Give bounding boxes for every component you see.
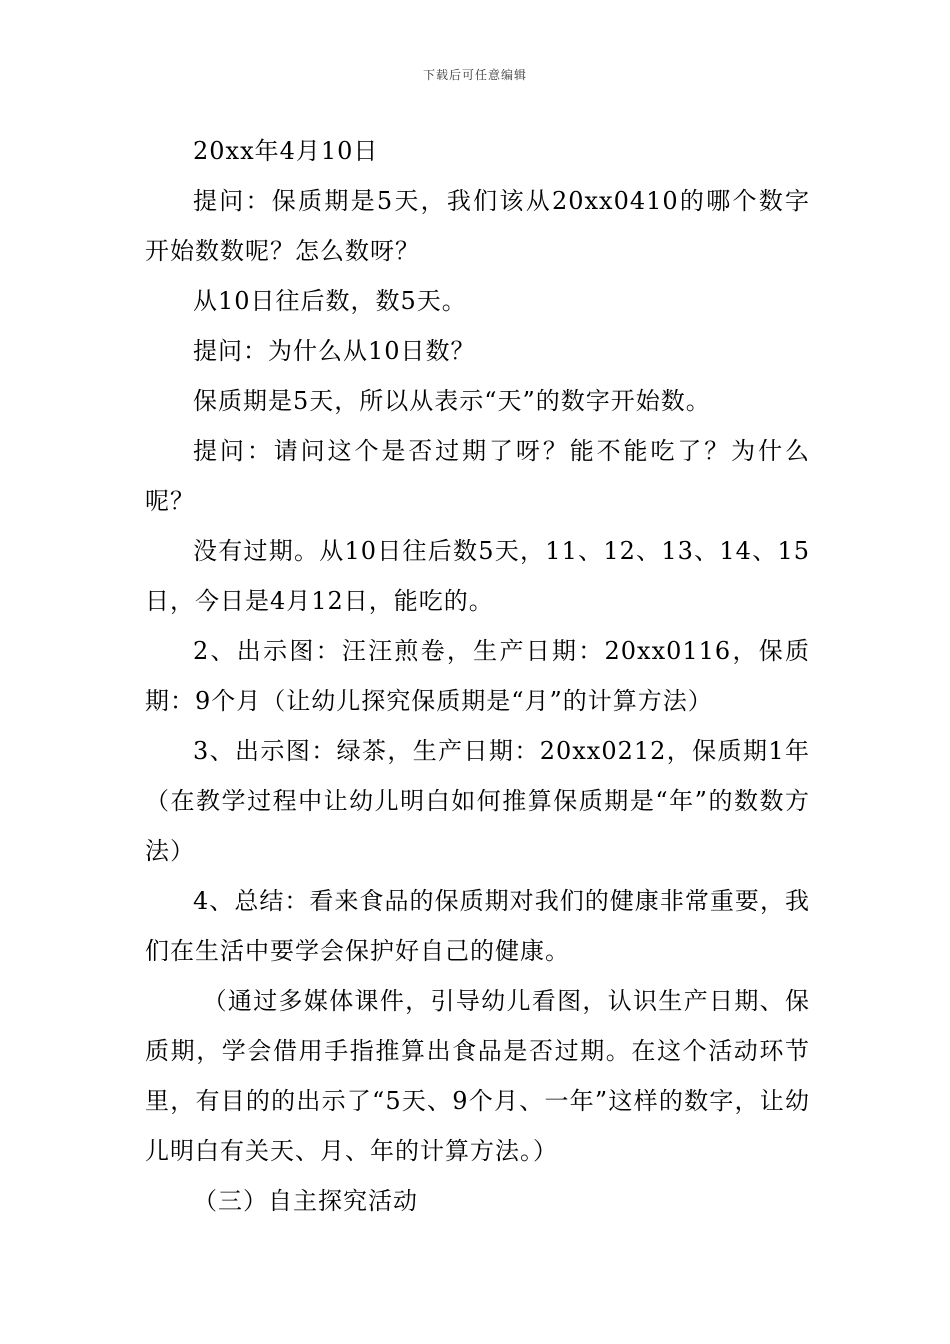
paragraph-item-3: 3、出示图：绿茶，生产日期：20xx0212，保质期1年（在教学过程中让幼儿明白如何推算保质期是“年”的数数方法） [145, 737, 810, 865]
paragraph-question-count: 提问：保质期是5天，我们该从20xx0410的哪个数字开始数数呢？怎么数呀？ [145, 187, 810, 265]
paragraph-item-2: 2、出示图：汪汪煎卷，生产日期：20xx0116，保质期：9个月（让幼儿探究保质期是“月”的计算方法） [145, 637, 810, 715]
paragraph-date: 20xx年4月10日 [193, 137, 379, 165]
page-header: 下载后可任意编辑 [422, 68, 527, 82]
paragraph-answer-count: 从10日往后数，数5天。 [193, 287, 467, 315]
section-heading-3: （三）自主探究活动 [193, 1187, 418, 1215]
paragraph-item-4: 4、总结：看来食品的保质期对我们的健康非常重要，我们在生活中要学会保护好自己的健康。 [145, 887, 810, 965]
paragraph-question-why: 提问：为什么从10日数？ [193, 337, 476, 365]
paragraph-question-expired: 提问：请问这个是否过期了呀？能不能吃了？为什么呢？ [145, 437, 810, 515]
paragraph-note: （通过多媒体课件，引导幼儿看图，认识生产日期、保质期，学会借用手指推算出食品是否过期。在这个活动环节里，有目的的出示了“5天、9个月、一年”这样的数字，让幼儿明白有关天、月、年的计算方法。） [145, 987, 810, 1165]
paragraph-answer-expired: 没有过期。从10日往后数5天，11、12、13、14、15日，今日是4月12日，能吃的。 [145, 537, 810, 615]
paragraph-answer-why: 保质期是5天，所以从表示“天”的数字开始数。 [193, 387, 711, 415]
document-body [145, 126, 810, 1226]
